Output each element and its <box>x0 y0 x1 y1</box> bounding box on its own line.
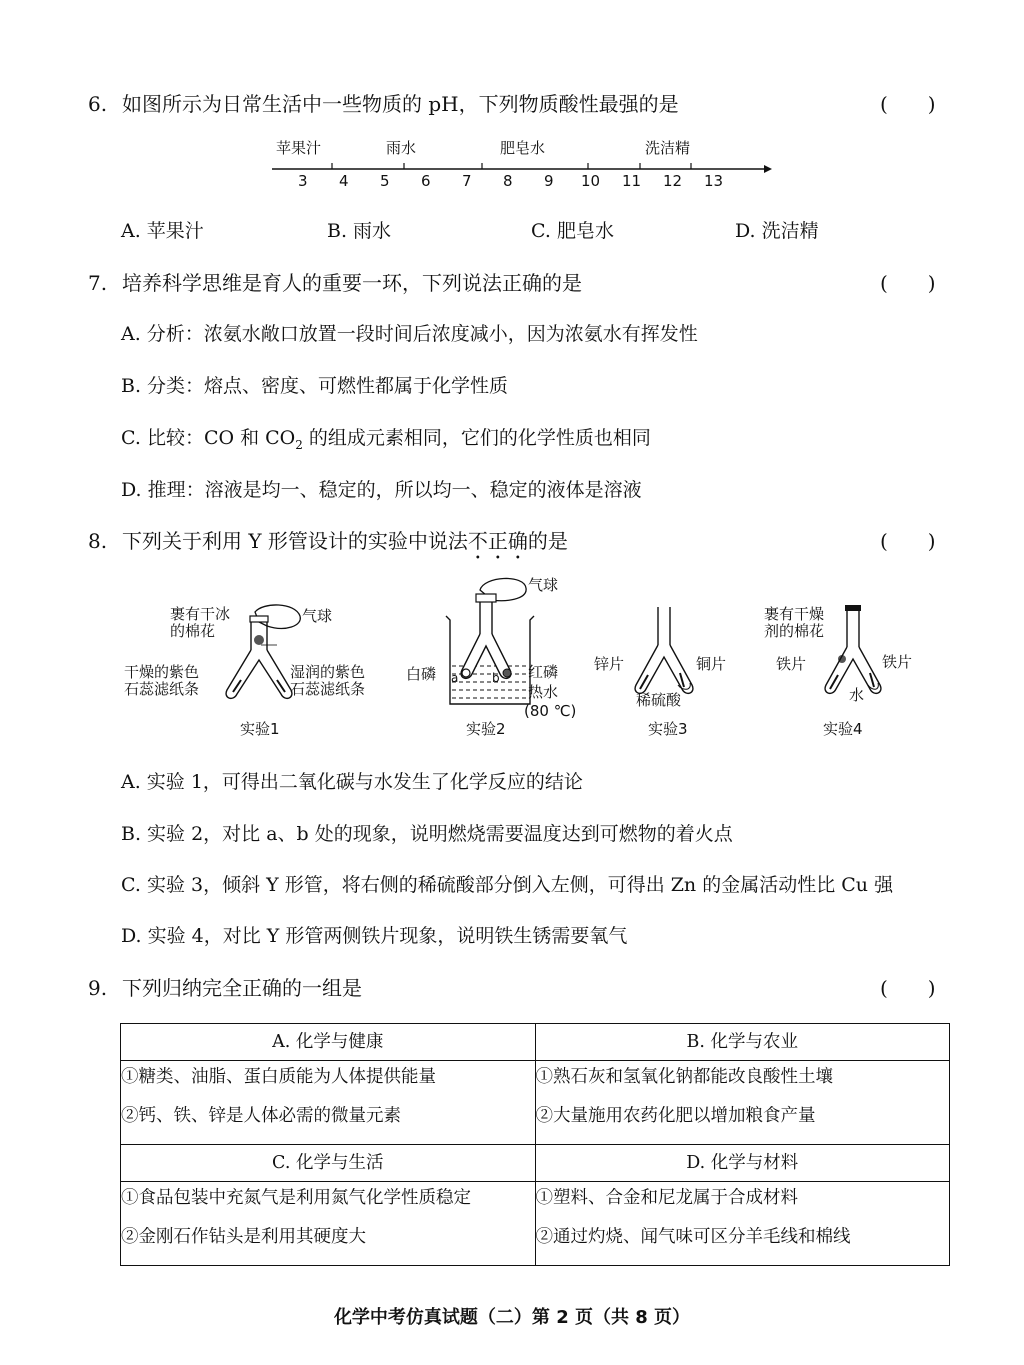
mark-a: a <box>451 671 459 685</box>
emphasized-text: 不正确 <box>467 529 528 553</box>
cell-b-content <box>535 1061 950 1145</box>
page-footer: 化学中考仿真试题（二）第 2 页（共 8 页） <box>333 1307 691 1328</box>
question-7 <box>88 267 582 296</box>
mark-b: b <box>492 671 500 685</box>
label-balloon: 气球 <box>528 576 559 594</box>
statement: ②金刚石作钻头是利用其硬度大 <box>121 1227 366 1247</box>
label-cotton-desiccant: 裹有干燥 剂的棉花 <box>764 605 825 640</box>
option-a[interactable]: A. 分析：浓氨水敞口放置一段时间后浓度减小，因为浓氨水有挥发性 <box>121 323 698 345</box>
caption-experiment-2: 实验2 <box>466 720 506 738</box>
cell-c-heading[interactable]: C. 化学与生活 <box>121 1145 536 1182</box>
option-a[interactable]: A. 苹果汁 <box>121 220 204 242</box>
cell-a-content <box>121 1061 536 1145</box>
question-text: 如图所示为日常生活中一些物质的 pH，下列物质酸性最强的是 <box>122 92 679 116</box>
scale-label-rain: 雨水 <box>386 139 417 157</box>
ph-tick: 3 <box>298 172 308 190</box>
label-iron-right: 铁片 <box>882 653 913 671</box>
statement: ①熟石灰和氢氧化钠都能改良酸性土壤 <box>535 1067 833 1087</box>
ph-tick: 6 <box>421 172 431 190</box>
option-b[interactable]: B. 实验 2，对比 a、b 处的现象，说明燃烧需要温度达到可燃物的着火点 <box>121 823 733 845</box>
ph-tick: 9 <box>544 172 554 190</box>
ph-tick: 5 <box>380 172 390 190</box>
question-text: 下列归纳完全正确的一组是 <box>122 976 362 1000</box>
option-c[interactable] <box>121 423 651 452</box>
question-text: 下列关于利用 Y 形管设计的实验中说法 <box>122 529 468 553</box>
label-copper: 铜片 <box>696 655 727 673</box>
statement: ①糖类、油脂、蛋白质能为人体提供能量 <box>121 1067 436 1087</box>
question-number: 9. <box>88 976 108 1000</box>
question-text-end: 的是 <box>527 529 568 553</box>
caption-experiment-1: 实验1 <box>240 720 280 738</box>
option-b[interactable]: B. 分类：熔点、密度、可燃性都属于化学性质 <box>121 375 509 397</box>
answer-bracket[interactable]: ( ) <box>880 92 936 116</box>
scale-label-apple-juice: 苹果汁 <box>276 139 322 157</box>
question-number: 6. <box>88 92 108 116</box>
option-c[interactable]: C. 实验 3，倾斜 Y 形管，将右侧的稀硫酸部分倒入左侧，可得出 Zn 的金属活动性比 Cu 强 <box>121 874 894 896</box>
cell-d-content <box>535 1182 950 1266</box>
ph-tick: 7 <box>462 172 472 190</box>
statement: ①塑料、合金和尼龙属于合成材料 <box>535 1188 798 1208</box>
label-balloon: 气球 <box>302 607 333 625</box>
summary-table <box>120 1023 950 1266</box>
question-number: 8. <box>88 529 108 553</box>
option-d[interactable]: D. 洗洁精 <box>735 220 819 242</box>
question-8 <box>88 525 568 564</box>
option-a[interactable]: A. 实验 1，可得出二氧化碳与水发生了化学反应的结论 <box>121 771 583 793</box>
ph-tick: 12 <box>663 172 683 190</box>
question-number: 7. <box>88 271 108 295</box>
cell-b-heading[interactable]: B. 化学与农业 <box>535 1024 950 1061</box>
label-water: 水 <box>849 686 865 704</box>
answer-bracket[interactable]: ( ) <box>880 529 936 553</box>
label-white-phosphorus: 白磷 <box>406 665 437 683</box>
option-c-text-rest: 的组成元素相同，它们的化学性质也相同 <box>302 427 651 449</box>
cell-d-heading[interactable]: D. 化学与材料 <box>535 1145 950 1182</box>
answer-bracket[interactable]: ( ) <box>880 271 936 295</box>
label-zinc: 锌片 <box>594 655 625 673</box>
question-9 <box>88 972 362 1001</box>
label-dilute-acid: 稀硫酸 <box>636 691 682 709</box>
label-hot-water: 热水 <box>528 683 559 701</box>
caption-experiment-4: 实验4 <box>823 720 863 738</box>
option-b[interactable]: B. 雨水 <box>327 220 392 242</box>
label-temperature: (80 ℃) <box>524 702 577 720</box>
option-d[interactable]: D. 推理：溶液是均一、稳定的，所以均一、稳定的液体是溶液 <box>121 479 642 501</box>
question-text: 培养科学思维是育人的重要一环，下列说法正确的是 <box>122 271 582 295</box>
ph-tick: 8 <box>503 172 513 190</box>
ph-tick: 10 <box>581 172 601 190</box>
caption-experiment-3: 实验3 <box>648 720 688 738</box>
label-iron-left: 铁片 <box>776 655 807 673</box>
ph-tick: 4 <box>339 172 349 190</box>
statement: ①食品包装中充氮气是利用氮气化学性质稳定 <box>121 1188 471 1208</box>
label-cotton-dry-ice: 裹有干冰 的棉花 <box>170 605 231 640</box>
label-dry-litmus: 干燥的紫色 石蕊滤纸条 <box>124 663 200 698</box>
statement: ②通过灼烧、闻气味可区分羊毛线和棉线 <box>535 1227 851 1247</box>
label-red-phosphorus: 红磷 <box>528 663 559 681</box>
ph-tick: 11 <box>622 172 642 190</box>
answer-bracket[interactable]: ( ) <box>880 976 936 1000</box>
option-d[interactable]: D. 实验 4，对比 Y 形管两侧铁片现象，说明铁生锈需要氧气 <box>121 925 628 947</box>
question-6 <box>88 88 679 117</box>
cell-a-heading[interactable]: A. 化学与健康 <box>121 1024 536 1061</box>
option-c[interactable]: C. 肥皂水 <box>531 220 614 242</box>
option-c-text: C. 比较：CO 和 CO <box>121 427 296 449</box>
beaker-diagram <box>440 572 540 712</box>
scale-label-detergent: 洗洁精 <box>645 139 691 157</box>
statement: ②大量施用农药化肥以增加粮食产量 <box>535 1106 816 1126</box>
subscript: 2 <box>295 437 303 452</box>
scale-label-soap-water: 肥皂水 <box>500 139 546 157</box>
statement: ②钙、铁、锌是人体必需的微量元素 <box>121 1106 401 1126</box>
label-wet-litmus: 湿润的紫色 石蕊滤纸条 <box>290 663 366 698</box>
ph-tick: 13 <box>704 172 724 190</box>
cell-c-content <box>121 1182 536 1266</box>
